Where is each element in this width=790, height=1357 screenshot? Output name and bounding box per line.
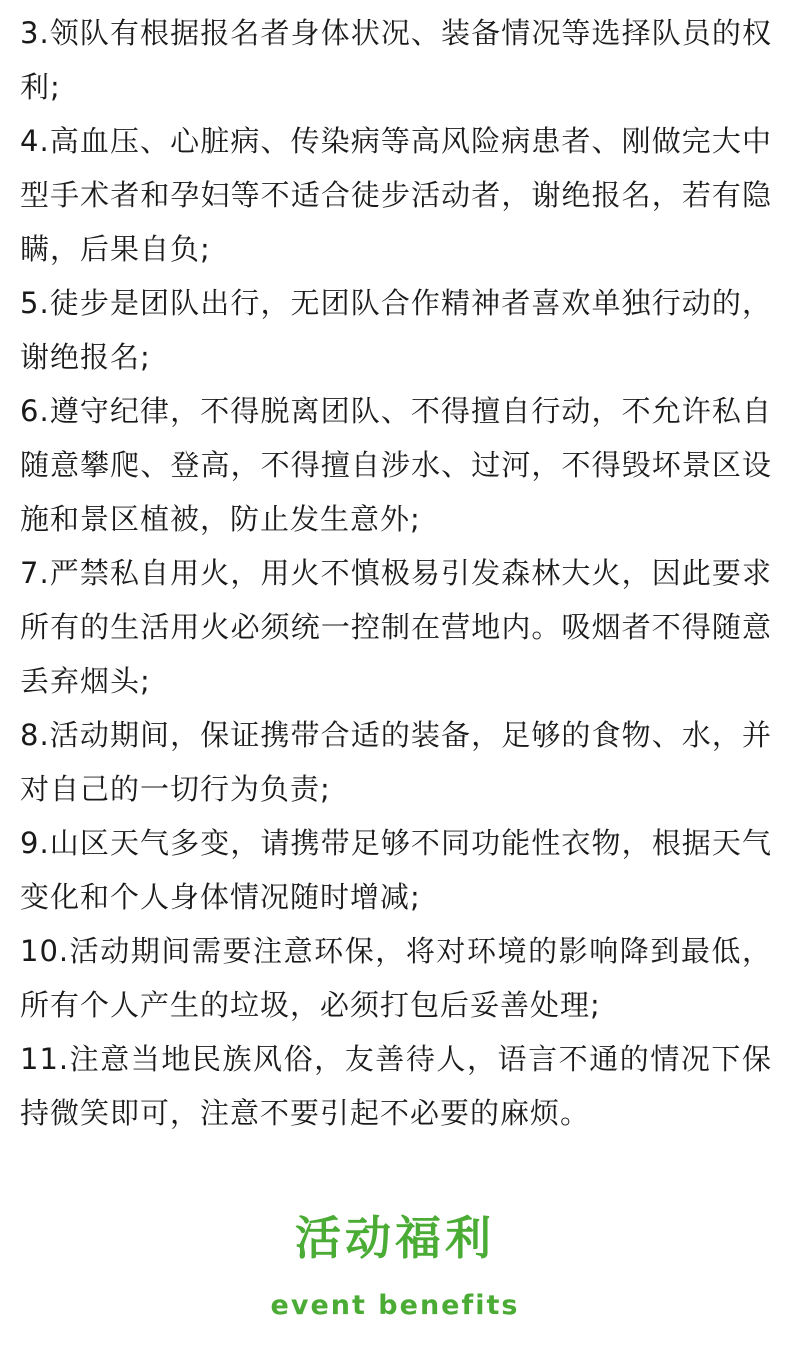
rule-item: 8.活动期间，保证携带合适的装备，足够的食物、水，并对自己的一切行为负责; (20, 718, 772, 806)
rule-item: 3.领队有根据报名者身体状况、装备情况等选择队员的权利; (20, 16, 772, 104)
rules-list (20, 6, 772, 1140)
rule-item: 5.徒步是团队出行，无团队合作精神者喜欢单独行动的，谢绝报名; (20, 286, 772, 374)
rule-item: 7.严禁私自用火，用火不慎极易引发森林大火，因此要求所有的生活用火必须统一控制在营地内。吸烟者不得随意丢弃烟头; (20, 556, 772, 698)
rule-item: 10.活动期间需要注意环保，将对环境的影响降到最低，所有个人产生的垃圾，必须打包后妥善处理; (20, 934, 772, 1022)
section-title: 活动福利 (295, 1211, 495, 1265)
rule-item: 6.遵守纪律，不得脱离团队、不得擅自行动，不允许私自随意攀爬、登高，不得擅自涉水、过河，不得毁坏景区设施和景区植被，防止发生意外; (20, 394, 772, 536)
rule-item: 11.注意当地民族风俗，友善待人，语言不通的情况下保持微笑即可，注意不要引起不必要的麻烦。 (20, 1042, 772, 1130)
rule-item: 4.高血压、心脏病、传染病等高风险病患者、刚做完大中型手术者和孕妇等不适合徒步活动者，谢绝报名，若有隐瞒，后果自负; (20, 124, 772, 266)
rule-item: 9.山区天气多变，请携带足够不同功能性衣物，根据天气变化和个人身体情况随时增减; (20, 826, 772, 914)
section-subtitle: event benefits (270, 1290, 520, 1321)
